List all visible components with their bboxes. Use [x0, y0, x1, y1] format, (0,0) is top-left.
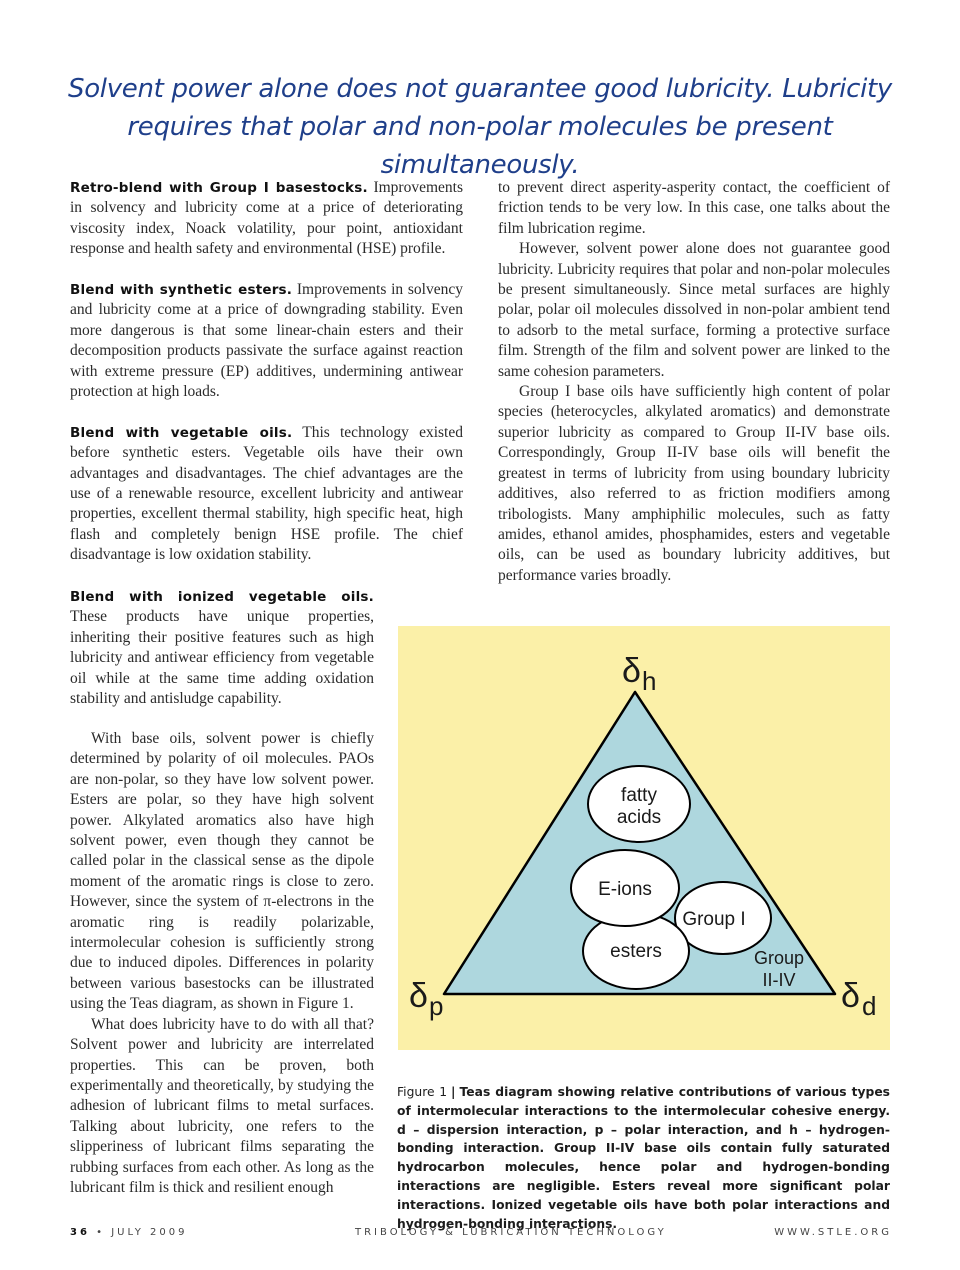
section-retro-blend: [70, 178, 463, 260]
footer-bullet: •: [96, 1227, 106, 1238]
section-heading: Blend with synthetic esters.: [70, 282, 293, 299]
body-paragraph: What does lubricity have to do with all that? Solvent power and lubricity are interrelated properties. This can be proven, both experimentally and theoretically, by studying the adhesion of lubricant films to metal surfaces. Talking about lubricity, one refers to the slipperiness of lubricant films separating the rubbing surfaces from each other. As long as the lubricant film is thick and resilient enough: [70, 1015, 374, 1196]
issue-date: JULY 2009: [111, 1227, 188, 1238]
publication-name: TRIBOLOGY & LUBRICATION TECHNOLOGY: [355, 1227, 667, 1238]
body-paragraph: Group I base oils have sufficiently high content of polar species (heterocycles, alkylated aromatics) and demonstrate superior lubricity as compared to Group II-IV base oils. Correspondingly, Group II-IV base oils will benefit the greatest in terms of lubricity from using boundary lubricity additives, also referred to as friction modifiers among tribologists. Many amphiphilic molecules, such as fatty amides, ethanol amides, phosphamides, esters and vegetable oils, can be used as boundary lubricity additives, but performance varies broadly.: [498, 383, 890, 584]
region-e-ions: [571, 850, 679, 926]
teas-diagram-svg: [398, 626, 890, 1050]
figure-caption: [397, 1083, 890, 1233]
continued-paragraph: to prevent direct asperity-asperity contact, the coefficient of friction tends to be very low. In this case, one talks about the film lubrication regime.: [498, 179, 890, 237]
vertex-label-hydrogen-bonding: [622, 652, 656, 696]
section-body: These products have unique properties, inheriting their positive features such as high lubricity and antiwear efficiency from vegetable oil while at the same time adding oxidation stability and antisludge capability.: [70, 608, 374, 708]
caption-label: Figure 1: [397, 1085, 448, 1099]
website-link[interactable]: WWW.STLE.ORG: [774, 1227, 892, 1238]
figure-teas-diagram: [398, 626, 890, 1050]
vertex-subscript-d: d: [862, 991, 877, 1021]
section-body: Improvements in solvency and lubricity come at a price of downgrading stability. Even more dangerous is that some linear-chain esters and their decomposition products passivate the surface against reaction with extreme pressure (EP) additives, undermining antiwear protection at high loads.: [70, 281, 463, 401]
section-heading: Blend with ionized vegetable oils.: [70, 589, 374, 605]
region-fatty-acids: [588, 766, 690, 842]
footer-left: [70, 1227, 187, 1238]
region-label-group-ii-iv-2: II-IV: [762, 970, 796, 990]
vertex-subscript-h: h: [642, 666, 657, 696]
page-number: 36: [70, 1227, 90, 1238]
caption-text: Teas diagram showing relative contributions of various types of intermolecular interactions to the intermolecular cohesive energy. d – dispersion interaction, p – polar interaction, and h – hydrogen-bonding interaction. Group II-IV base oils contain fully saturated hydrocarbon molecules, hence polar and hydrogen-bonding interactions are negligible. Esters reveal more significant polar interactions. Ionized vegetable oils have both polar interactions and hydrogen-bonding interactions.: [397, 1085, 890, 1231]
region-label-group-i: Group I: [682, 909, 746, 930]
section-body: Improvements in solvency and lubricity come at a price of deteriorating viscosity index, Noack volatility, pour point, antioxidant response and health safety and environmental (HSE) profile.: [70, 179, 464, 258]
right-column-body: [498, 178, 890, 586]
section-vegetable-oils: [70, 423, 463, 566]
left-column-body: [70, 729, 374, 1198]
delta-symbol: δ: [409, 977, 428, 1015]
delta-symbol: δ: [622, 652, 641, 690]
pull-quote: [40, 70, 920, 184]
region-label-fatty-acids-1: fatty: [621, 785, 657, 806]
pull-quote-line-1: Solvent power alone does not guarantee good lubricity. Lubricity: [67, 74, 892, 104]
section-heading: Blend with vegetable oils.: [70, 424, 293, 441]
delta-symbol: δ: [841, 977, 860, 1015]
body-paragraph: With base oils, solvent power is chiefly determined by polarity of oil molecules. PAOs are non-polar, so they have low solvent power. Esters are polar, so they have high solvent power. Alkylated aromatics also have high solvent power, even though they cannot be called polar in the classical sense as the dipole moment of the aromatic rings is close to zero. However, since the system of π-electrons in the aromatic ring is readily polarizable, intermolecular cohesion is sufficiently strong due to induced dipoles. Differences in polarity between various basestocks can be illustrated using the Teas diagram, as shown in Figure 1.: [70, 730, 374, 1013]
section-heading: Retro-blend with Group I basestocks.: [70, 180, 368, 196]
body-paragraph: However, solvent power alone does not guarantee good lubricity. Lubricity requires that polar and non-polar molecules be present simultaneously. Since metal surfaces are highly polar, polar oil molecules dissolved in non-polar ambient tend to adsorb to the metal surface, forming a protective surface film. Strength of the film and solvent power are linked to the same cohesion parameters.: [498, 240, 890, 380]
section-body: This technology existed before synthetic esters. Vegetable oils have their own advantages and disadvantages. The chief advantages are the use of a renewable resource, excellent lubricity and antiwear properties, excellent thermal stability, high specific heat, high flash and completely benign HSE profile. The chief disadvantage is low oxidation stability.: [70, 423, 463, 564]
vertex-label-dispersion: [841, 977, 876, 1021]
region-label-group-ii-iv-1: Group: [753, 948, 805, 968]
left-column-ionized-section: [70, 587, 374, 709]
left-column-sections: [70, 178, 463, 586]
pull-quote-line-2: requires that polar and non-polar molecules be present simultaneously.: [127, 112, 833, 180]
region-label-fatty-acids-2: acids: [616, 807, 662, 828]
vertex-subscript-p: p: [429, 991, 444, 1021]
region-label-e-ions: E-ions: [598, 879, 652, 900]
caption-separator: |: [451, 1085, 456, 1099]
region-group-i: [675, 882, 771, 954]
section-synthetic-esters: [70, 280, 463, 402]
region-label-esters: esters: [610, 941, 662, 962]
vertex-label-polar: [409, 977, 443, 1021]
section-ionized-vegetable-oils: [70, 587, 374, 709]
